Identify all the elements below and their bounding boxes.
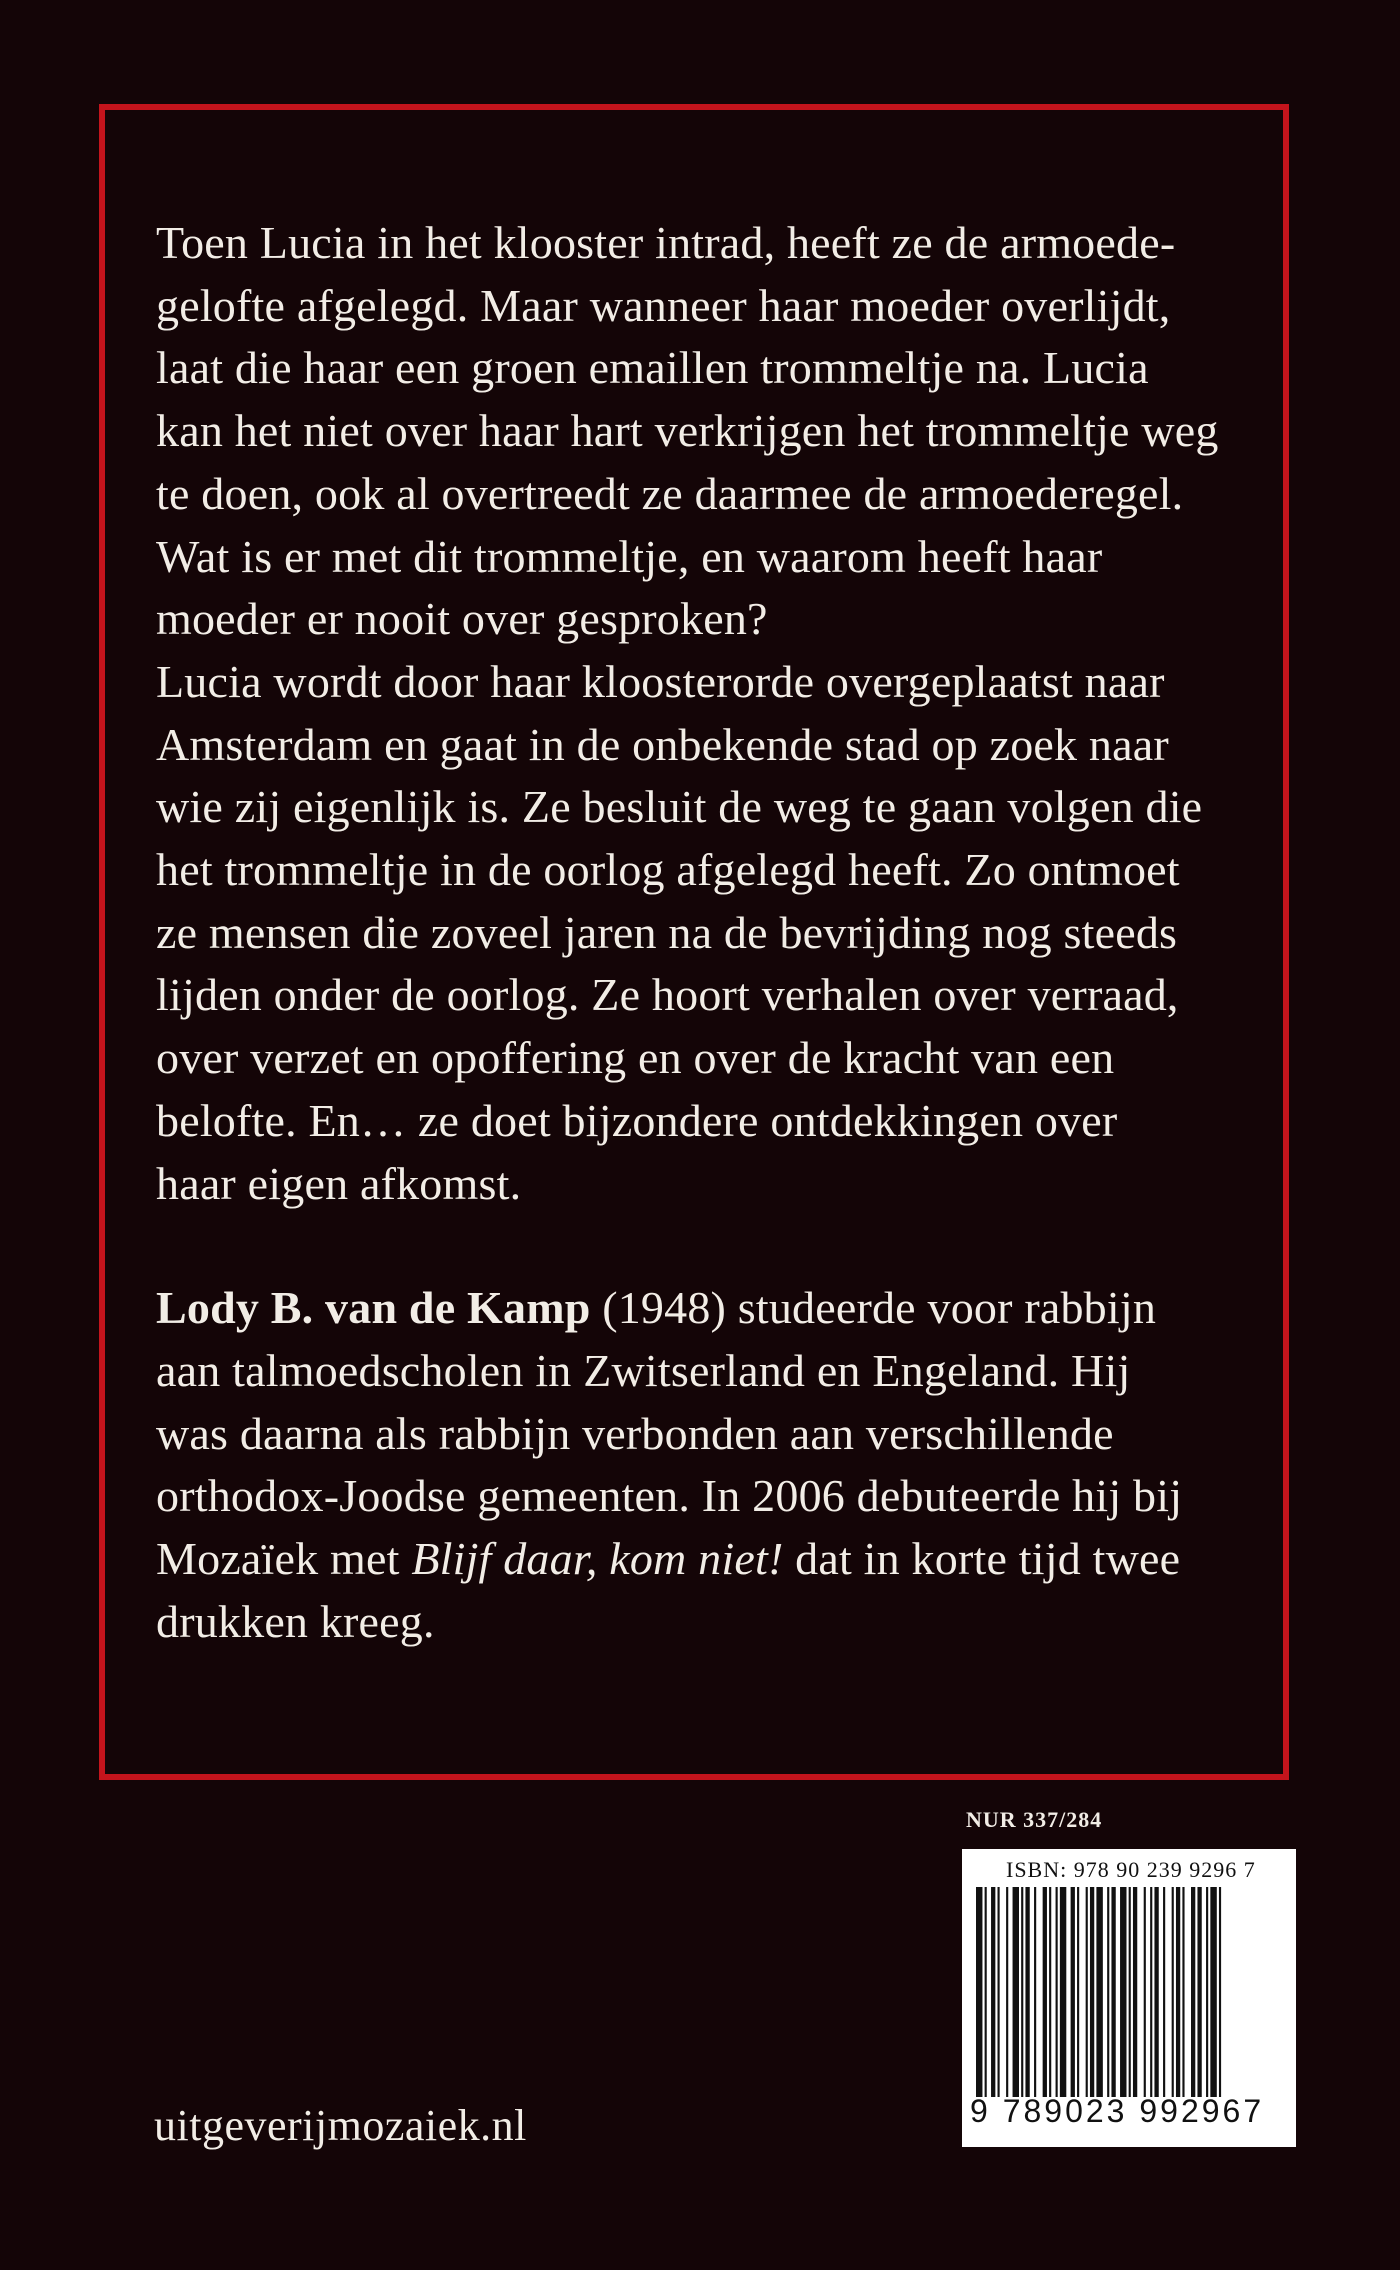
barcode-box — [962, 1849, 1296, 2147]
blurb-line: laat die haar een groen emaillen trommeltje na. Lucia — [156, 342, 1149, 394]
bio-line — [156, 1277, 1236, 1340]
barcode-digits: 9 789023 992967 — [970, 2093, 1265, 2129]
blurb-line: moeder er nooit over gesproken? — [156, 593, 768, 645]
publisher-website: uitgeverijmozaiek.nl — [154, 2101, 527, 2150]
bio-line: aan talmoedscholen in Zwitserland en Engeland. Hij — [156, 1344, 1131, 1396]
bio-line: drukken kreeg. — [156, 1595, 435, 1647]
blurb-line: Toen Lucia in het klooster intrad, heeft ze de armoede- — [156, 217, 1176, 268]
author-name: Lody B. van de Kamp — [156, 1282, 591, 1334]
blurb-line: Amsterdam en gaat in de onbekende stad op zoek naar — [156, 718, 1169, 770]
bio-text: (1948) studeerde voor rabbijn — [590, 1282, 1157, 1334]
paragraph-spacer — [156, 1215, 1236, 1277]
blurb-line: wie zij eigenlijk is. Ze besluit de weg te gaan volgen die — [156, 781, 1203, 833]
blurb-line: Wat is er met dit trommeltje, en waarom heeft haar — [156, 530, 1103, 582]
back-cover-text — [156, 212, 1236, 1653]
bio-line: orthodox-Joodse gemeenten. In 2006 debuteerde hij bij — [156, 1470, 1183, 1522]
blurb-line: gelofte afgelegd. Maar wanneer haar moeder overlijdt, — [156, 279, 1171, 331]
blurb-line: lijden onder de oorlog. Ze hoort verhalen over verraad, — [156, 969, 1179, 1021]
blurb-line: over verzet en opoffering en over de kracht van een — [156, 1032, 1115, 1084]
bio-line — [156, 1528, 1236, 1591]
barcode-icon — [972, 1887, 1286, 2097]
blurb-line: het trommeltje in de oorlog afgelegd heeft. Zo ontmoet — [156, 844, 1180, 896]
blurb-line: kan het niet over haar hart verkrijgen het trommeltje weg — [156, 405, 1219, 457]
bio-text: Mozaïek met — [156, 1533, 412, 1585]
isbn-label: ISBN: 978 90 239 9296 7 — [1006, 1857, 1256, 1882]
debut-title: Blijf daar, kom niet! — [411, 1533, 784, 1585]
blurb-line: Lucia wordt door haar kloosterorde overgeplaatst naar — [156, 655, 1165, 707]
blurb-line: ze mensen die zoveel jaren na de bevrijding nog steeds — [156, 906, 1178, 958]
blurb-paragraph — [156, 212, 1236, 1215]
author-bio — [156, 1277, 1236, 1653]
blurb-line: haar eigen afkomst. — [156, 1157, 522, 1209]
blurb-line: belofte. En… ze doet bijzondere ontdekkingen over — [156, 1094, 1118, 1146]
bio-text: dat in korte tijd twee — [783, 1533, 1181, 1585]
nur-code: NUR 337/284 — [966, 1807, 1103, 1832]
bio-line: was daarna als rabbijn verbonden aan verschillende — [156, 1407, 1114, 1459]
blurb-line: te doen, ook al overtreedt ze daarmee de armoederegel. — [156, 467, 1184, 519]
